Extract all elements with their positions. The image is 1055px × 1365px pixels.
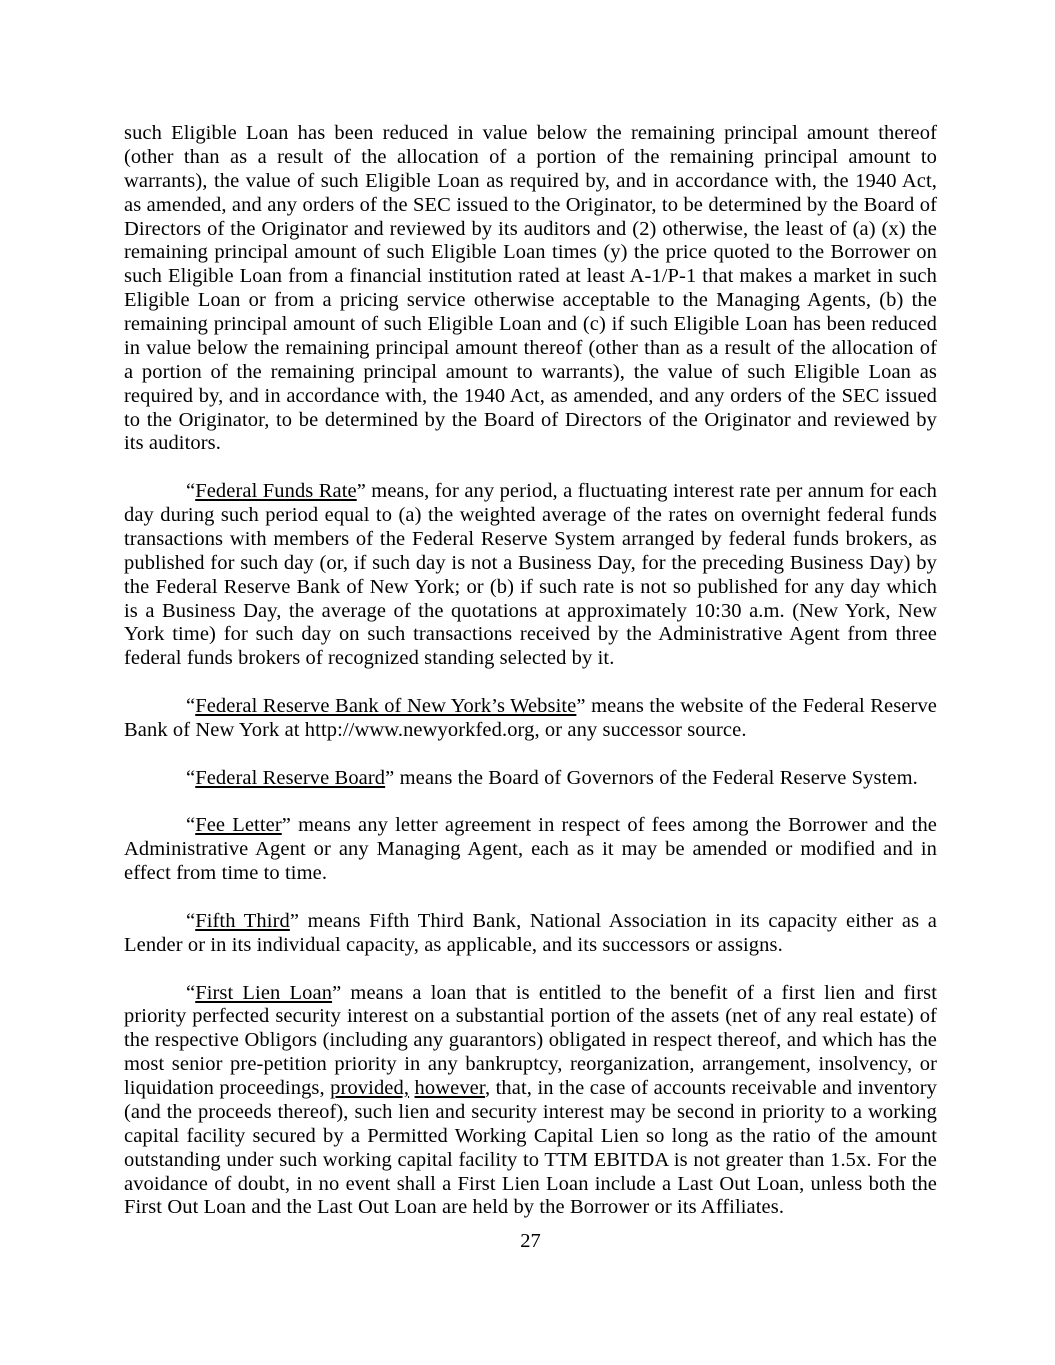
paragraph (124, 480, 937, 671)
defined-term: provided, (330, 1077, 410, 1099)
paragraph (124, 695, 937, 743)
text-run: ” means the website of the Federal Reserve Bank of New York at http://www.newyorkfed.org, or any successor source. (124, 695, 937, 741)
text-run: ” means Fifth Third Bank, National Association in its capacity either as a Lender or in its individual capacity, as applicable, and its successors or assigns. (124, 909, 937, 956)
defined-term: Fifth Third (195, 909, 290, 932)
page-number: 27 (520, 1230, 541, 1252)
text-run: , that, in the case of accounts receivable and inventory (and the proceeds thereof), such lien and security interest may be second in priority to a working capital facility secured by a Permitted Working Capital Lien so long as the ratio of the amount outstanding under such working capital facility to TTM EBITDA is not greater than 1.5x. For the avoidance of doubt, in no event shall a First Lien Loan include a Last Out Loan, unless both the First Out Loan and the Last Out Loan are held by the Borrower or its Affiliates. (124, 1077, 938, 1219)
paragraph (124, 982, 937, 1221)
defined-term: Federal Funds Rate (195, 480, 357, 503)
text-run: ” means, for any period, a fluctuating interest rate per annum for each day during such period equal to (a) the weighted average of the rates on overnight federal funds transactions with members of the Federal Reserve System arranged by federal funds brokers, as published for such day (or, if such day is not a Business Day, for the preceding Business Day) by the Federal Reserve Bank of New York; or (b) if such rate is not so published for any day which is a Business Day, the average of the quotations at approximately 10:30 a.m. (New York, New York time) for such day on such transactions received by the Administrative Agent from three federal funds brokers of recognized standing selected by it. (124, 480, 938, 670)
text-run: ” means any letter agreement in respect of fees among the Borrower and the Administrative Agent or any Managing Agent, each as it may be amended or modified and in effect from time to time. (124, 814, 937, 885)
defined-term: Federal Reserve Board (195, 766, 386, 789)
text-run: ” means a loan that is entitled to the benefit of a first lien and first priority perfected security interest on a substantial portion of the assets (net of any real estate) of the respective Obligors (including any guarantors) obligated in respect thereof, and which has the most senior pre-petition priority in any bankruptcy, reorganization, arrangement, insolvency, or liquidation proceedings, (124, 981, 937, 1099)
defined-term: however (414, 1077, 485, 1099)
text-run: such Eligible Loan has been reduced in value below the remaining principal amount thereof (other than as a result of the allocation of a portion of the remaining principal amount to warrants), the value of such Eligible Loan as required by, and in accordance with, the 1940 Act, as amended, and any orders of the SEC issued to the Originator, to be determined by the Board of Directors of the Originator and reviewed by its auditors and (2) otherwise, the least of (a) (x) the remaining principal amount of such Eligible Loan times (y) the price quoted to the Borrower on such Eligible Loan from a financial institution rated at least A-1/P-1 that makes a market in such Eligible Loan or from a pricing service otherwise acceptable to the Managing Agents, (b) the remaining principal amount of such Eligible Loan and (c) if such Eligible Loan has been reduced in value below the remaining principal amount thereof (other than as a result of the allocation of a portion of the remaining principal amount to warrants), the value of such Eligible Loan as required by, and in accordance with, the 1940 Act, as amended, and any orders of the SEC issued to the Originator, to be determined by the Board of Directors of the Originator and reviewed by its auditors. (124, 122, 937, 455)
text-run: “ (186, 814, 196, 837)
text-run: ” means the Board of Governors of the Federal Reserve System. (385, 766, 918, 789)
text-run: “ (186, 766, 196, 789)
document-body (124, 122, 937, 1244)
paragraph (124, 910, 937, 958)
defined-term: First Lien Loan (195, 981, 333, 1004)
defined-term: Federal Reserve Bank of New York’s Website (195, 695, 577, 717)
text-run: “ (186, 909, 196, 932)
text-run: “ (186, 981, 196, 1004)
defined-term: Fee Letter (195, 814, 282, 837)
text-run: “ (186, 695, 196, 717)
text-run: “ (186, 480, 196, 503)
paragraph (124, 814, 937, 886)
paragraph (124, 767, 937, 791)
paragraph (124, 122, 937, 456)
